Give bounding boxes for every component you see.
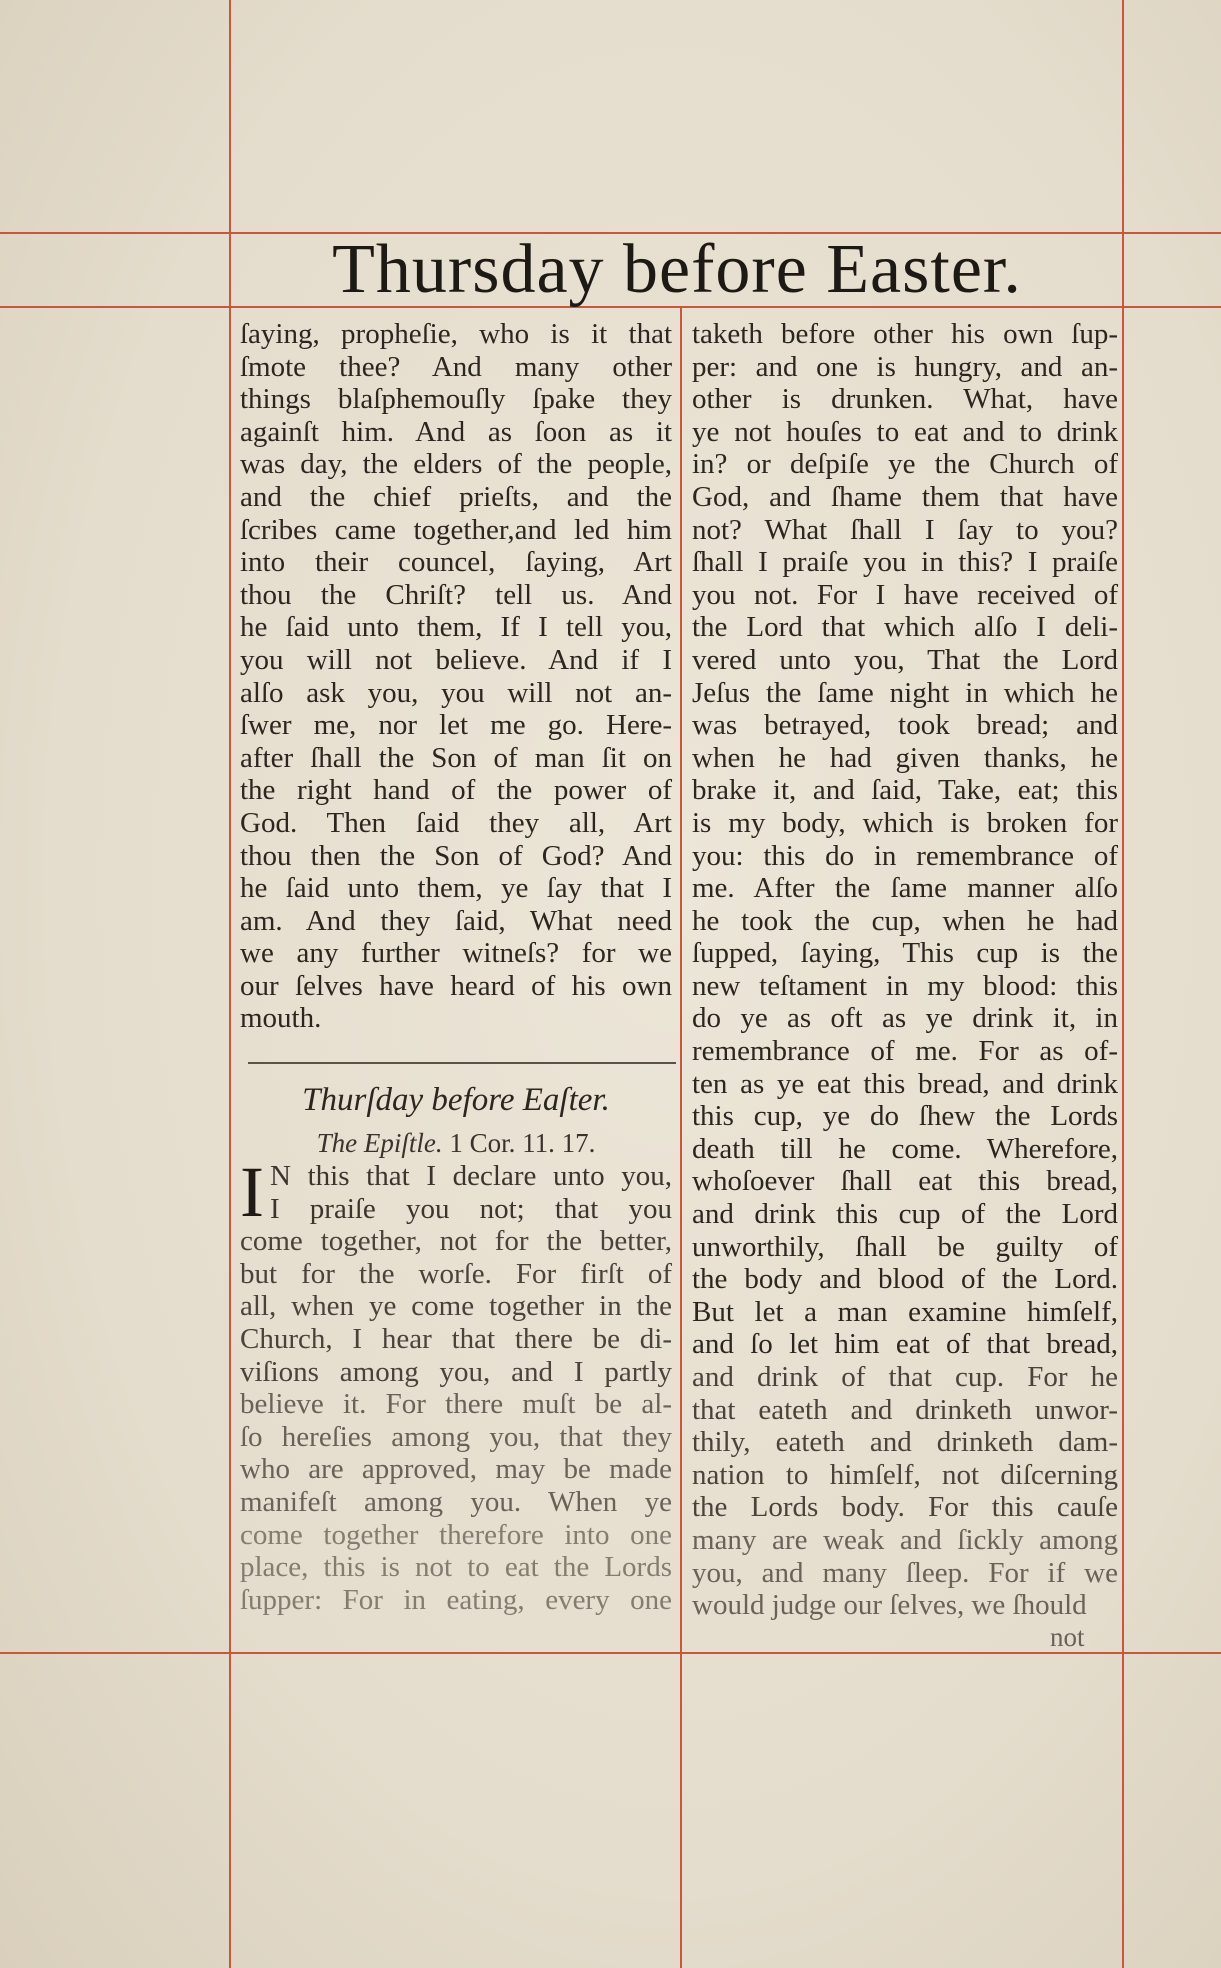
text-line: come together, not for the better,: [240, 1225, 672, 1258]
text-line: new teſtament in my blood: this: [692, 969, 1118, 1002]
text-line: and the chief prieſts, and the: [240, 480, 672, 513]
text-line: ſo hereſies among you, that they: [240, 1420, 672, 1453]
text-line: God. Then ſaid they all, Art: [240, 806, 672, 839]
text-line: am. And they ſaid, What need: [240, 904, 672, 937]
text-line: not? What ſhall I ſay to you?: [692, 513, 1118, 546]
section-title: Thurſday before Eaſter.: [302, 1082, 610, 1118]
text-line: ſaying, propheſie, who is it that: [240, 318, 672, 350]
text-line: things blaſphemouſly ſpake they: [240, 383, 672, 416]
text-line: other is drunken. What, have: [692, 383, 1118, 416]
text-line: he ſaid unto them, ye ſay that I: [240, 872, 672, 905]
text-line: place, this is not to eat the Lords: [240, 1551, 672, 1584]
text-line: in? or deſpiſe ye the Church of: [692, 448, 1118, 481]
text-line: and ſo let him eat of that bread,: [692, 1328, 1118, 1361]
text-line: when he had given thanks, he: [692, 741, 1118, 774]
text-line: the Lords body. For this cauſe: [692, 1491, 1118, 1524]
rule-footer: [0, 1652, 1221, 1654]
text-line: nation to himſelf, not diſcerning: [692, 1458, 1118, 1491]
text-line: thou the Chriſt? tell us. And: [240, 578, 672, 611]
text-line: the right hand of the power of: [240, 774, 672, 807]
right-column: [692, 318, 1118, 1622]
text-line: the Lord that which alſo I deli-: [692, 611, 1118, 644]
text-line: ſmote thee? And many other: [240, 350, 672, 383]
text-line: mouth.: [240, 1002, 322, 1035]
epistle-citation: 1 Cor. 11. 17.: [449, 1128, 596, 1158]
epistle-reference: [240, 1128, 672, 1159]
running-header: [232, 232, 1122, 308]
text-line: death till he come. Wherefore,: [692, 1132, 1118, 1165]
text-line: is my body, which is broken for: [692, 806, 1118, 839]
rule-left-margin: [229, 0, 231, 1968]
text-line: was betrayed, took bread; and: [692, 709, 1118, 742]
text-line: was day, the elders of the people,: [240, 448, 672, 481]
text-line: you: this do in remembrance of: [692, 839, 1118, 872]
text-line: our ſelves have heard of his own: [240, 969, 672, 1002]
epistle-label: The Epiſtle.: [316, 1128, 443, 1158]
text-line: we any further witneſs? for we: [240, 937, 672, 970]
rule-right-margin: [1122, 0, 1124, 1968]
text-line: N this that I declare unto you,: [269, 1160, 672, 1192]
text-line: ten as ye eat this bread, and drink: [692, 1067, 1118, 1100]
text-line: you, and many ſleep. For if we: [692, 1556, 1118, 1589]
text-line: thou then the Son of God? And: [240, 839, 672, 872]
rule-column-divider: [680, 308, 682, 1968]
text-line: vered unto you, That the Lord: [692, 643, 1118, 676]
drop-cap: I: [240, 1152, 264, 1232]
text-line: you will not believe. And if I: [240, 643, 672, 676]
text-line: brake it, and ſaid, Take, eat; this: [692, 774, 1118, 807]
text-line: the body and blood of the Lord.: [692, 1263, 1118, 1296]
text-line: Jeſus the ſame night in which he: [692, 676, 1118, 709]
text-line: But let a man examine himſelf,: [692, 1295, 1118, 1328]
text-line: after ſhall the Son of man ſit on: [240, 741, 672, 774]
text-line: would judge our ſelves, we ſhould: [692, 1589, 1087, 1622]
text-line: ſupped, ſaying, This cup is the: [692, 937, 1118, 970]
text-line: that eateth and drinketh unwor-: [692, 1393, 1118, 1426]
text-line: ſhall I praiſe you in this? I praiſe: [692, 546, 1118, 579]
text-line: this cup, ye do ſhew the Lords: [692, 1100, 1118, 1133]
text-line: unworthily, ſhall be guilty of: [692, 1230, 1118, 1263]
text-line: but for the worſe. For firſt of: [240, 1257, 672, 1290]
text-line: ſcribes came together,and led him: [240, 513, 672, 546]
catchword: not: [1050, 1622, 1085, 1652]
text-line: remembrance of me. For as of-: [692, 1035, 1118, 1068]
text-line: and drink of that cup. For he: [692, 1361, 1118, 1393]
text-line: come together therefore into one: [240, 1518, 672, 1551]
text-line: alſo ask you, you will not an-: [240, 676, 672, 709]
text-line: viſions among you, and I partly: [240, 1355, 672, 1388]
text-line: who are approved, may be made: [240, 1453, 672, 1486]
text-line: ye not houſes to eat and to drink: [692, 415, 1118, 448]
text-line: thily, eateth and drinketh dam-: [692, 1426, 1118, 1459]
text-line: ſupper: For in eating, every one: [240, 1583, 672, 1616]
epistle-text: [240, 1152, 672, 1616]
section-divider: [248, 1062, 676, 1064]
text-line: believe it. For there muſt be al-: [240, 1388, 672, 1421]
text-line: againſt him. And as ſoon as it: [240, 415, 672, 448]
text-line: you not. For I have received of: [692, 578, 1118, 611]
text-line: and drink this cup of the Lord: [692, 1198, 1118, 1231]
text-line: manifeſt among you. When ye: [240, 1485, 672, 1518]
text-line: me. After the ſame manner alſo: [692, 872, 1118, 905]
text-line: God, and ſhame them that have: [692, 480, 1118, 513]
text-line: taketh before other his own ſup-: [692, 318, 1118, 350]
text-line: Church, I hear that there be di-: [240, 1322, 672, 1355]
text-line: I praiſe you not; that you: [269, 1192, 672, 1225]
text-line: into their councel, ſaying, Art: [240, 546, 672, 579]
text-line: do ye as oft as ye drink it, in: [692, 1002, 1118, 1035]
text-line: he took the cup, when he had: [692, 904, 1118, 937]
text-line: per: and one is hungry, and an-: [692, 350, 1118, 383]
left-column: [240, 318, 672, 1035]
page-title: Thursday before Easter.: [332, 231, 1022, 308]
text-line: ſwer me, nor let me go. Here-: [240, 709, 672, 742]
text-line: many are weak and ſickly among: [692, 1523, 1118, 1556]
text-line: all, when ye come together in the: [240, 1290, 672, 1323]
text-line: he ſaid unto them, If I tell you,: [240, 611, 672, 644]
text-line: whoſoever ſhall eat this bread,: [692, 1165, 1118, 1198]
